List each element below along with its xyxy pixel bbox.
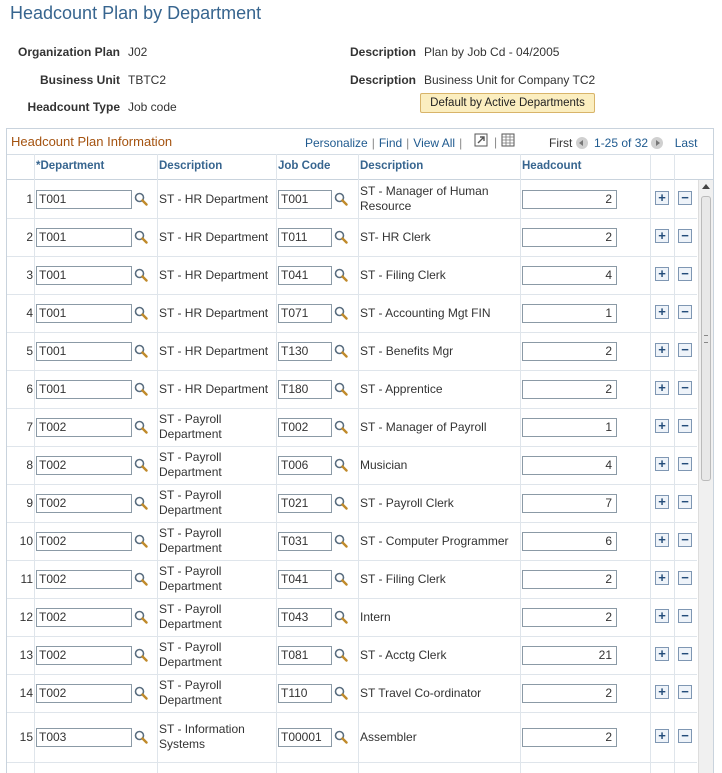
- add-row-plus-icon[interactable]: +: [655, 191, 669, 205]
- job-description: ST - Filing Clerk: [360, 267, 446, 282]
- job-description: ST - Manager of Payroll: [360, 419, 487, 434]
- department-lookup-icon[interactable]: [134, 572, 148, 586]
- department-lookup-icon[interactable]: [134, 382, 148, 396]
- job-description: Assembler: [360, 729, 417, 744]
- department-lookup-icon[interactable]: [134, 534, 148, 548]
- add-row-plus-icon[interactable]: +: [655, 419, 669, 433]
- job-description: ST Travel Co-ordinator: [360, 685, 482, 700]
- job-code-lookup-icon[interactable]: [334, 268, 348, 282]
- department-lookup-icon[interactable]: [134, 420, 148, 434]
- table-row: [7, 370, 697, 409]
- headcount-input[interactable]: 2: [522, 228, 617, 247]
- department-description: ST - HR Department: [159, 229, 269, 244]
- first-label: First: [549, 136, 573, 150]
- department-description: ST - Payroll Department: [159, 602, 222, 631]
- job-code-input[interactable]: T006: [278, 456, 332, 475]
- page-title: Headcount Plan by Department: [10, 3, 262, 23]
- department-input[interactable]: T001: [36, 342, 132, 361]
- job-code-lookup-icon[interactable]: [334, 382, 348, 396]
- row-number: 6: [26, 382, 33, 396]
- table-row: [7, 256, 697, 295]
- job-description: ST - Payroll Clerk: [360, 495, 454, 510]
- delete-row-minus-icon[interactable]: −: [678, 533, 692, 547]
- headcount-input[interactable]: 1: [522, 418, 617, 437]
- add-row-plus-icon[interactable]: +: [655, 571, 669, 585]
- department-input[interactable]: T002: [36, 532, 132, 551]
- delete-row-minus-icon[interactable]: −: [678, 305, 692, 319]
- add-row-plus-icon[interactable]: +: [655, 267, 669, 281]
- table-row: [7, 294, 697, 333]
- department-description: ST - Payroll Department: [159, 640, 222, 669]
- job-description: ST - Computer Programmer: [360, 533, 509, 548]
- department-description: ST - HR Department: [159, 267, 269, 282]
- job-code-input[interactable]: T041: [278, 570, 332, 589]
- headcount-input[interactable]: 2: [522, 342, 617, 361]
- delete-row-minus-icon[interactable]: −: [678, 191, 692, 205]
- job-code-input[interactable]: T041: [278, 266, 332, 285]
- delete-row-minus-icon[interactable]: −: [678, 647, 692, 661]
- department-description: ST - HR Department: [159, 305, 269, 320]
- next-row-icon[interactable]: [651, 137, 663, 149]
- column-header-job-description[interactable]: Description: [360, 160, 424, 172]
- table-row: [7, 636, 697, 675]
- department-lookup-icon[interactable]: [134, 306, 148, 320]
- job-description: ST - Benefits Mgr: [360, 343, 454, 358]
- delete-row-minus-icon[interactable]: −: [678, 343, 692, 357]
- table-row: [7, 180, 697, 219]
- row-number: 3: [26, 268, 33, 282]
- headcount-input[interactable]: 2: [522, 380, 617, 399]
- job-code-input[interactable]: T001: [278, 190, 332, 209]
- department-lookup-icon[interactable]: [134, 230, 148, 244]
- zoom-grid-icon[interactable]: [474, 133, 488, 147]
- department-description: ST - Payroll Department: [159, 488, 222, 517]
- row-number: 12: [19, 610, 33, 624]
- scrollbar-thumb[interactable]: [701, 196, 711, 481]
- job-code-lookup-icon[interactable]: [334, 230, 348, 244]
- department-description: ST - Payroll Department: [159, 678, 222, 707]
- delete-row-minus-icon[interactable]: −: [678, 685, 692, 699]
- row-number: 8: [26, 458, 33, 472]
- department-input[interactable]: T002: [36, 608, 132, 627]
- add-row-plus-icon[interactable]: +: [655, 685, 669, 699]
- job-description: ST - Apprentice: [360, 381, 443, 396]
- headcount-input[interactable]: 2: [522, 728, 617, 747]
- job-description: Musician: [360, 457, 408, 472]
- view-all-link[interactable]: View All: [413, 136, 456, 150]
- headcount-input[interactable]: 4: [522, 456, 617, 475]
- department-lookup-icon[interactable]: [134, 344, 148, 358]
- job-code-input[interactable]: T180: [278, 380, 332, 399]
- download-spreadsheet-icon[interactable]: [501, 133, 515, 147]
- department-input[interactable]: T001: [36, 228, 132, 247]
- headcount-input[interactable]: 4: [522, 266, 617, 285]
- headcount-input[interactable]: 2: [522, 684, 617, 703]
- job-code-input[interactable]: T110: [278, 684, 332, 703]
- job-code-input[interactable]: T011: [278, 228, 332, 247]
- job-code-input[interactable]: T031: [278, 532, 332, 551]
- department-input[interactable]: T002: [36, 646, 132, 665]
- department-input[interactable]: T001: [36, 304, 132, 323]
- row-number: 2: [26, 230, 33, 244]
- department-description: ST - HR Department: [159, 191, 269, 206]
- row-number: 1: [26, 192, 33, 206]
- delete-row-minus-icon[interactable]: −: [678, 571, 692, 585]
- default-by-active-departments-button[interactable]: Default by Active Departments: [420, 93, 595, 113]
- add-row-plus-icon[interactable]: +: [655, 533, 669, 547]
- headcount-type-value: Job code: [128, 100, 177, 114]
- headcount-input[interactable]: 21: [522, 646, 617, 665]
- previous-row-icon[interactable]: [576, 137, 588, 149]
- column-header-job-code[interactable]: Job Code: [278, 160, 331, 172]
- department-input[interactable]: T002: [36, 684, 132, 703]
- table-row: [7, 522, 697, 561]
- table-row: [7, 560, 697, 599]
- headcount-input[interactable]: 6: [522, 532, 617, 551]
- job-description: ST - Filing Clerk: [360, 571, 446, 586]
- row-number: 13: [19, 648, 33, 662]
- delete-row-minus-icon[interactable]: −: [678, 267, 692, 281]
- department-input[interactable]: T002: [36, 494, 132, 513]
- department-input[interactable]: T003: [36, 728, 132, 747]
- headcount-input[interactable]: 2: [522, 608, 617, 627]
- department-lookup-icon[interactable]: [134, 268, 148, 282]
- add-row-plus-icon[interactable]: +: [655, 343, 669, 357]
- grid-nav-left: Personalize | Find | View All |: [305, 136, 463, 150]
- add-row-plus-icon[interactable]: +: [655, 305, 669, 319]
- scroll-up-arrow-icon[interactable]: [702, 184, 710, 189]
- job-code-lookup-icon[interactable]: [334, 420, 348, 434]
- job-code-lookup-icon[interactable]: [334, 572, 348, 586]
- delete-row-minus-icon[interactable]: −: [678, 457, 692, 471]
- grid-title-bar: Headcount Plan Information Personalize | Find | View All | | First 1-25 of 32 Last: [7, 129, 713, 155]
- delete-row-minus-icon[interactable]: −: [678, 729, 692, 743]
- job-code-lookup-icon[interactable]: [334, 610, 348, 624]
- job-description: ST - Accounting Mgt FIN: [360, 305, 491, 320]
- job-code-lookup-icon[interactable]: [334, 344, 348, 358]
- add-row-plus-icon[interactable]: +: [655, 457, 669, 471]
- job-code-input[interactable]: T00001: [278, 728, 332, 747]
- table-row: [7, 408, 697, 447]
- department-description: ST - Information Systems: [159, 722, 245, 751]
- job-code-lookup-icon[interactable]: [334, 730, 348, 744]
- table-row: [7, 446, 697, 485]
- find-link[interactable]: Find: [378, 136, 403, 150]
- job-code-lookup-icon[interactable]: [334, 192, 348, 206]
- job-code-lookup-icon[interactable]: [334, 686, 348, 700]
- table-row: [7, 484, 697, 523]
- table-row: [7, 218, 697, 257]
- business-unit-value: TBTC2: [128, 73, 167, 87]
- department-description: ST - Payroll Department: [159, 564, 222, 593]
- headcount-input[interactable]: 2: [522, 570, 617, 589]
- row-number: 9: [26, 496, 33, 510]
- department-description: ST - Payroll Department: [159, 412, 222, 441]
- department-input[interactable]: T001: [36, 266, 132, 285]
- row-range: 1-25 of 32: [594, 136, 649, 150]
- headcount-type-label: Headcount Type: [27, 100, 120, 114]
- org-plan-label: Organization Plan: [17, 45, 120, 59]
- department-lookup-icon[interactable]: [134, 458, 148, 472]
- delete-row-minus-icon[interactable]: −: [678, 229, 692, 243]
- org-plan-value: J02: [128, 45, 148, 59]
- plan-description-label: Description: [349, 45, 416, 59]
- bu-description-label: Description: [349, 73, 416, 87]
- row-number: 10: [19, 534, 33, 548]
- job-code-input[interactable]: T081: [278, 646, 332, 665]
- job-code-input[interactable]: T043: [278, 608, 332, 627]
- job-description: Intern: [360, 609, 391, 624]
- department-input[interactable]: T002: [36, 570, 132, 589]
- job-description: ST - Manager of Human Resource: [360, 184, 489, 213]
- add-row-plus-icon[interactable]: +: [655, 729, 669, 743]
- job-code-lookup-icon[interactable]: [334, 534, 348, 548]
- row-number: 4: [26, 306, 33, 320]
- last-link[interactable]: Last: [674, 136, 698, 150]
- row-number: 7: [26, 420, 33, 434]
- add-row-plus-icon[interactable]: +: [655, 381, 669, 395]
- add-row-plus-icon[interactable]: +: [655, 495, 669, 509]
- column-header-headcount[interactable]: Headcount: [522, 160, 582, 172]
- plan-description-value: Plan by Job Cd - 04/2005: [424, 45, 560, 59]
- add-row-plus-icon[interactable]: +: [655, 609, 669, 623]
- job-code-input[interactable]: T002: [278, 418, 332, 437]
- department-description: ST - HR Department: [159, 381, 269, 396]
- personalize-link[interactable]: Personalize: [305, 136, 368, 150]
- vertical-scrollbar[interactable]: [698, 180, 714, 773]
- department-lookup-icon[interactable]: [134, 496, 148, 510]
- add-row-plus-icon[interactable]: +: [655, 647, 669, 661]
- column-header-description[interactable]: Description: [159, 160, 223, 172]
- department-description: ST - Payroll Department: [159, 450, 222, 479]
- department-lookup-icon[interactable]: [134, 730, 148, 744]
- department-lookup-icon[interactable]: [134, 686, 148, 700]
- table-row: [7, 598, 697, 637]
- business-unit-label: Business Unit: [39, 73, 120, 87]
- headcount-plan-grid: [6, 128, 714, 773]
- row-number: 14: [19, 686, 33, 700]
- headcount-input[interactable]: 1: [522, 304, 617, 323]
- department-lookup-icon[interactable]: [134, 648, 148, 662]
- department-lookup-icon[interactable]: [134, 192, 148, 206]
- delete-row-minus-icon[interactable]: −: [678, 609, 692, 623]
- grid-title: Headcount Plan Information: [11, 134, 173, 149]
- department-input[interactable]: T001: [36, 190, 132, 209]
- job-code-lookup-icon[interactable]: [334, 496, 348, 510]
- row-number: 15: [19, 730, 33, 744]
- add-row-plus-icon[interactable]: +: [655, 229, 669, 243]
- delete-row-minus-icon[interactable]: −: [678, 381, 692, 395]
- job-description: ST - Acctg Clerk: [360, 647, 447, 662]
- job-description: ST- HR Clerk: [360, 229, 431, 244]
- column-header-department[interactable]: *Department: [36, 160, 105, 172]
- bu-description-value: Business Unit for Company TC2: [424, 73, 596, 87]
- job-code-lookup-icon[interactable]: [334, 648, 348, 662]
- row-number: 11: [20, 572, 33, 586]
- row-number: 5: [26, 344, 33, 358]
- delete-row-minus-icon[interactable]: −: [678, 495, 692, 509]
- headcount-input[interactable]: 7: [522, 494, 617, 513]
- job-code-lookup-icon[interactable]: [334, 458, 348, 472]
- department-description: ST - Payroll Department: [159, 526, 222, 555]
- job-code-input[interactable]: T130: [278, 342, 332, 361]
- job-code-lookup-icon[interactable]: [334, 306, 348, 320]
- grid-nav-right: [549, 136, 697, 150]
- department-input[interactable]: T001: [36, 380, 132, 399]
- department-description: ST - HR Department: [159, 343, 269, 358]
- department-input[interactable]: T002: [36, 418, 132, 437]
- table-row: [7, 712, 697, 763]
- department-input[interactable]: T002: [36, 456, 132, 475]
- job-code-input[interactable]: T021: [278, 494, 332, 513]
- job-code-input[interactable]: T071: [278, 304, 332, 323]
- table-row: [7, 674, 697, 713]
- headcount-input[interactable]: 2: [522, 190, 617, 209]
- department-lookup-icon[interactable]: [134, 610, 148, 624]
- delete-row-minus-icon[interactable]: −: [678, 419, 692, 433]
- table-row: [7, 332, 697, 371]
